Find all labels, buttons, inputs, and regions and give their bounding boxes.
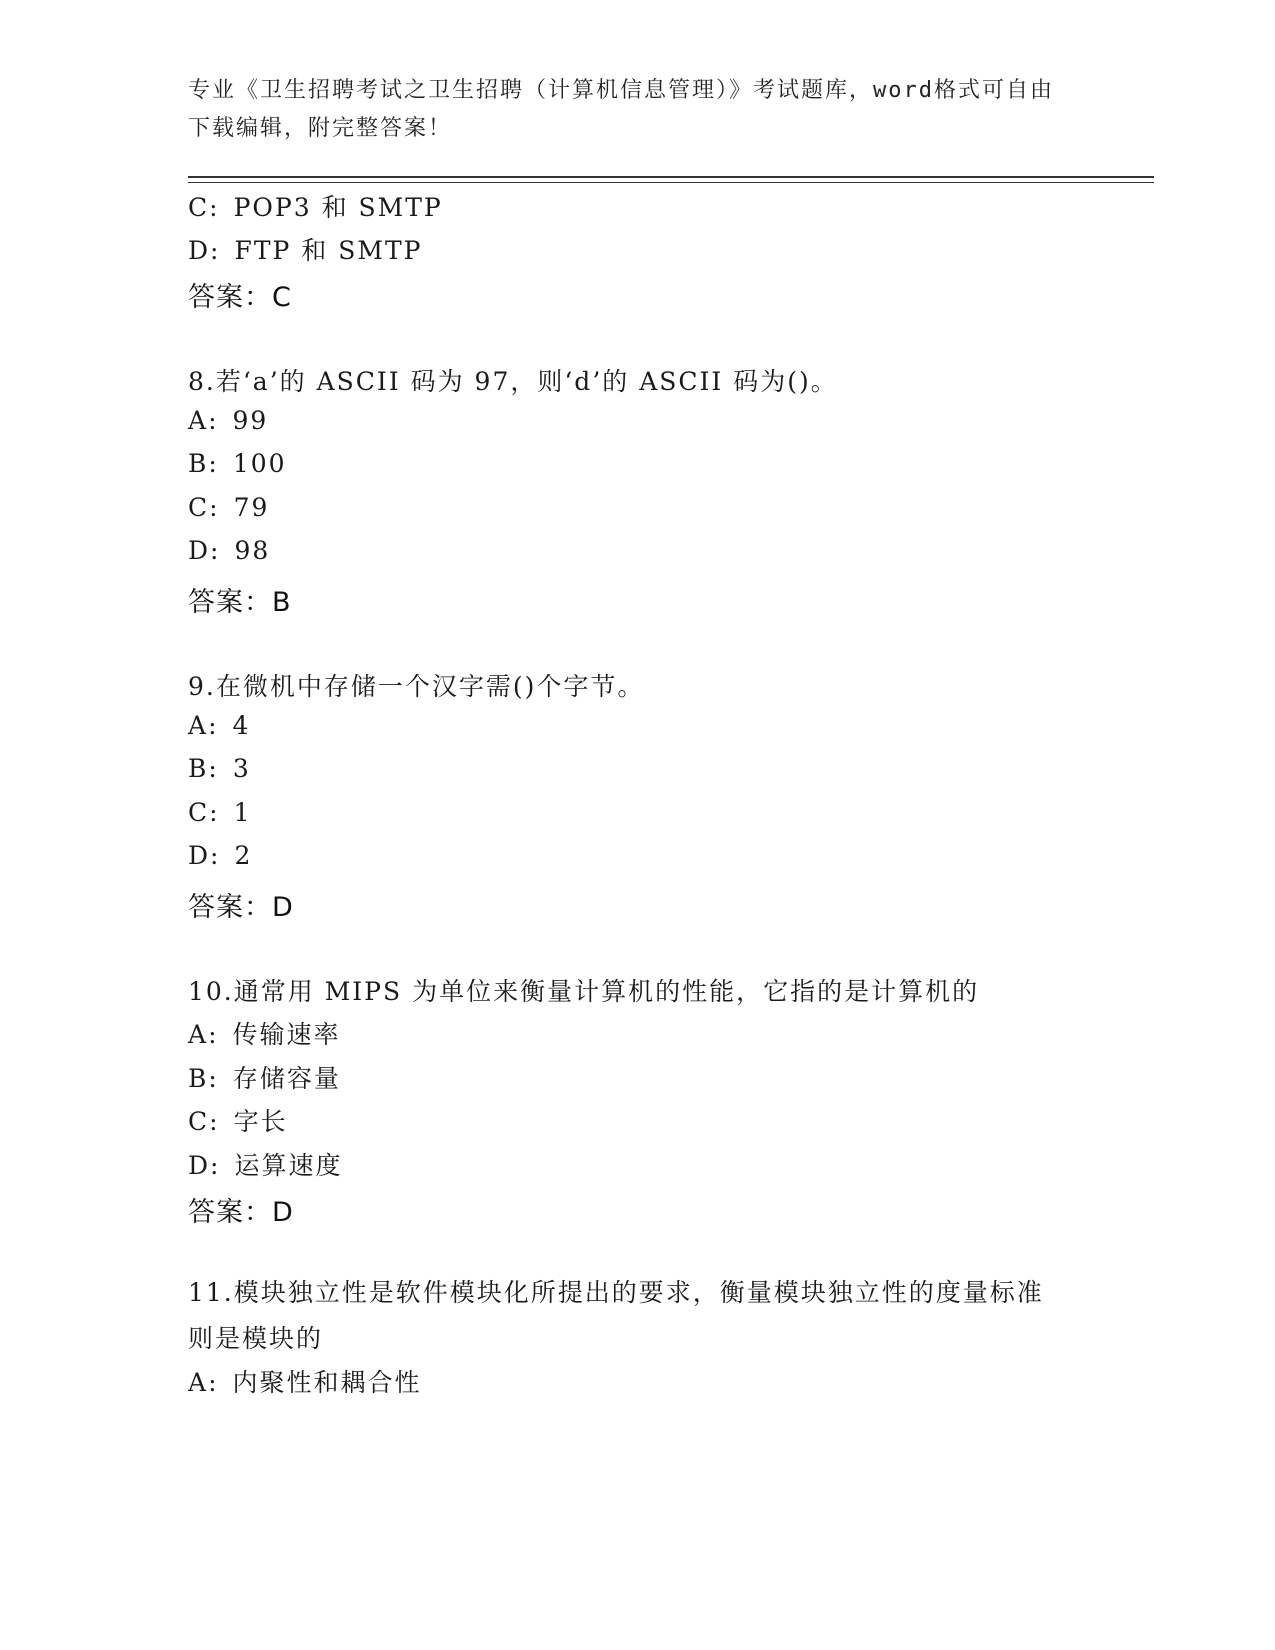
- option-text: 传输速率: [232, 1020, 341, 1049]
- option-d: D: 98: [188, 536, 271, 565]
- option-b: B: 3: [188, 754, 251, 783]
- option-text: 98: [234, 536, 271, 565]
- option-a: A: 内聚性和耦合性: [188, 1368, 422, 1397]
- option-text: 存储容量: [232, 1064, 341, 1093]
- option-d: D: 2: [188, 841, 253, 870]
- question-stem: 8.若‘a’的 ASCII 码为 97，则‘d’的 ASCII 码为()。: [188, 367, 838, 396]
- option-c: C: 79: [188, 493, 270, 522]
- answer-line: 答案：B: [188, 587, 292, 618]
- option-text: 100: [232, 449, 287, 478]
- option-text: 99: [232, 406, 269, 435]
- option-text: 79: [233, 493, 270, 522]
- option-b: B: 100: [188, 449, 287, 478]
- question-stem: 10.通常用 MIPS 为单位来衡量计算机的性能，它指的是计算机的: [188, 977, 980, 1006]
- question-stem: 9.在微机中存储一个汉字需()个字节。: [188, 672, 645, 701]
- option-text: FTP 和 SMTP: [234, 236, 423, 265]
- option-text: POP3 和 SMTP: [233, 193, 443, 222]
- option-text: 字长: [233, 1107, 288, 1136]
- option-c: C: 1: [188, 798, 252, 827]
- header-divider-thick: [188, 176, 1154, 178]
- answer-line: 答案：D: [188, 892, 294, 923]
- option-text: 内聚性和耦合性: [232, 1368, 422, 1397]
- question-stem: 11.模块独立性是软件模块化所提出的要求，衡量模块独立性的度量标准则是模块的: [188, 1278, 1044, 1353]
- option-text: 1: [233, 798, 252, 827]
- option-b: B: 存储容量: [188, 1064, 341, 1093]
- option-text: 运算速度: [234, 1151, 343, 1180]
- option-text: 2: [234, 841, 253, 870]
- option-d: D: FTP 和 SMTP: [188, 236, 423, 265]
- document-header: 专业《卫生招聘考试之卫生招聘（计算机信息管理）》考试题库，word格式可自由下载编辑，附完整答案！: [188, 78, 1054, 141]
- option-text: 3: [232, 754, 251, 783]
- option-c: C: POP3 和 SMTP: [188, 193, 443, 222]
- option-a: A: 99: [188, 406, 269, 435]
- answer-line: 答案：C: [188, 282, 292, 313]
- header-divider-thin: [188, 182, 1154, 183]
- option-text: 4: [232, 711, 251, 740]
- option-c: C: 字长: [188, 1107, 288, 1136]
- answer-line: 答案：D: [188, 1197, 294, 1228]
- option-a: A: 传输速率: [188, 1020, 341, 1049]
- option-d: D: 运算速度: [188, 1151, 343, 1180]
- option-a: A: 4: [188, 711, 251, 740]
